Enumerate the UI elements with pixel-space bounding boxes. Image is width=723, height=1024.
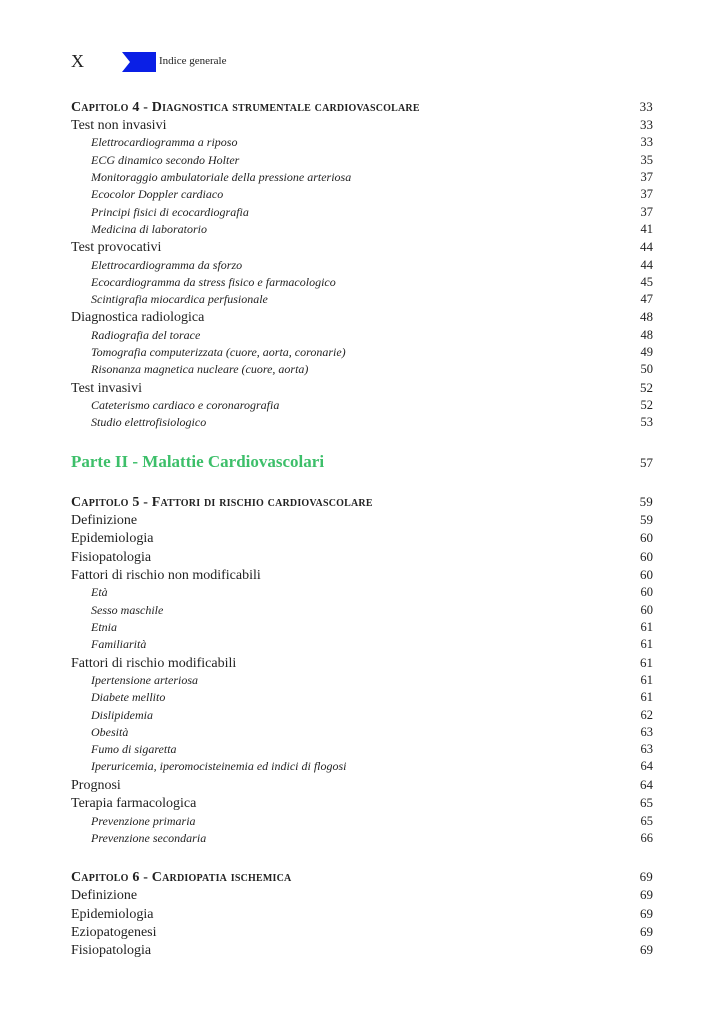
toc-section-entry[interactable] [71,794,653,812]
toc-section-entry[interactable] [71,529,653,547]
toc-entry-label: Età [91,585,108,600]
table-of-contents [71,98,653,960]
toc-entry-page: 45 [640,274,653,289]
toc-entry-label: Definizione [71,512,138,528]
toc-entry-page: 60 [640,530,653,546]
toc-entry-label: Risonanza magnetica nucleare (cuore, aorta) [91,362,309,377]
toc-sub-entry[interactable] [71,707,653,724]
toc-sub-entry[interactable] [71,361,653,378]
toc-entry-label: Fattori di rischio non modificabili [71,568,261,583]
toc-sub-entry[interactable] [71,724,653,741]
toc-sub-entry[interactable] [71,830,653,847]
toc-entry-label: Diabete mellito [91,690,166,705]
toc-entry-label: Prevenzione secondaria [91,830,207,845]
toc-section-entry[interactable] [71,379,653,397]
toc-entry-page: 69 [640,905,653,921]
toc-entry-page: 44 [640,239,653,255]
toc-part-entry[interactable] [71,452,653,473]
toc-entry-label: Etnia [91,620,117,634]
toc-entry-page: 49 [640,345,653,360]
toc-entry-label: Principi fisici di ecocardiografia [91,204,249,219]
page-number: X [71,51,84,71]
toc-entry-page: 60 [640,602,653,617]
toc-sub-entry[interactable] [71,602,653,619]
toc-entry-label: Ecocardiogramma da stress fisico e farmacologico [91,274,336,289]
toc-entry-page: 64 [640,776,653,792]
toc-sub-entry[interactable] [71,327,653,344]
toc-entry-page: 62 [640,707,653,722]
toc-entry-page: 60 [640,585,653,600]
toc-entry-page: 52 [640,379,653,395]
toc-sub-entry[interactable] [71,257,653,274]
toc-sub-entry[interactable] [71,344,653,361]
toc-sub-entry[interactable] [71,397,653,414]
toc-sub-entry[interactable] [71,186,653,203]
toc-sub-entry[interactable] [71,636,653,653]
toc-sub-entry[interactable] [71,584,653,601]
toc-entry-label: Capitolo 5 - Fattori di rischio cardiovascolare [71,494,373,510]
toc-entry-page: 33 [639,99,653,114]
toc-entry-label: Fattori di rischio modificabili [71,655,237,671]
toc-entry-page: 60 [640,548,653,564]
toc-entry-label: Tomografia computerizzata (cuore, aorta, coronarie) [91,345,346,360]
spacer [71,432,653,452]
toc-sub-entry[interactable] [71,758,653,775]
toc-entry-page: 52 [640,398,653,413]
header-title: Indice generale [159,55,227,67]
toc-chapter-entry[interactable] [71,868,653,886]
toc-entry-label: ECG dinamico secondo Holter [91,152,240,167]
toc-entry-page: 57 [640,454,653,470]
toc-entry-page: 53 [640,415,653,430]
toc-entry-label: Medicina di laboratorio [91,221,207,236]
toc-entry-label: Terapia farmacologica [71,796,197,812]
toc-sub-entry[interactable] [71,291,653,308]
toc-section-entry[interactable] [71,308,653,326]
toc-entry-page: 69 [640,942,653,958]
toc-entry-page: 63 [640,742,653,757]
toc-entry-label: Fisiopatologia [71,549,152,565]
toc-entry-page: 50 [640,362,653,377]
toc-chapter-entry[interactable] [71,493,653,511]
toc-entry-page: 63 [640,724,653,739]
toc-entry-label: Prevenzione primaria [91,813,196,828]
toc-entry-label: Test invasivi [71,380,142,396]
toc-entry-page: 44 [640,257,653,272]
toc-entry-label: Eziopatogenesi [71,925,157,940]
toc-entry-page: 48 [640,327,653,342]
toc-sub-entry[interactable] [71,741,653,758]
toc-entry-label: Familiarità [91,637,147,652]
toc-entry-label: Test provocativi [71,240,162,256]
toc-entry-page: 69 [640,887,653,903]
toc-sub-entry[interactable] [71,619,653,636]
toc-entry-label: Diagnostica radiologica [71,310,205,326]
toc-entry-page: 69 [640,924,653,939]
spacer [71,847,653,868]
toc-section-entry[interactable] [71,116,653,134]
spacer [71,473,653,493]
toc-entry-label: Ipertensione arteriosa [91,673,198,687]
toc-entry-label: Dislipidemia [91,707,153,722]
toc-entry-label: Elettrocardiogramma a riposo [91,135,238,150]
toc-section-entry[interactable] [71,905,653,923]
toc-entry-label: Definizione [71,888,138,904]
toc-entry-page: 33 [640,117,653,132]
toc-entry-label: Capitolo 6 - Cardiopatia ischemica [71,870,292,886]
toc-entry-page: 61 [640,637,653,652]
toc-entry-page: 37 [640,187,653,202]
toc-entry-label: Test non invasivi [71,118,167,133]
toc-entry-page: 61 [640,620,653,634]
toc-section-entry[interactable] [71,548,653,566]
toc-entry-label: Epidemiologia [71,531,154,547]
toc-entry-label: Ecocolor Doppler cardiaco [91,187,224,202]
toc-entry-label: Monitoraggio ambulatoriale della pressione arteriosa [91,170,352,184]
toc-entry-page: 59 [640,511,653,527]
toc-sub-entry[interactable] [71,134,653,151]
toc-section-entry[interactable] [71,776,653,794]
toc-entry-page: 48 [640,309,653,325]
toc-entry-page: 47 [640,292,653,307]
toc-sub-entry[interactable] [71,689,653,706]
toc-entry-label: Elettrocardiogramma da sforzo [91,257,243,272]
toc-section-entry[interactable] [71,654,653,672]
toc-sub-entry[interactable] [71,169,653,186]
toc-entry-page: 41 [640,221,653,236]
toc-sub-entry[interactable] [71,152,653,169]
toc-entry-label: Sesso maschile [91,602,164,617]
toc-entry-page: 37 [640,204,653,219]
toc-entry-label: Capitolo 4 - Diagnostica strumentale cardiovascolare [71,100,420,115]
toc-sub-entry[interactable] [71,204,653,221]
toc-entry-label: Studio elettrofisiologico [91,415,207,430]
toc-entry-page: 33 [640,135,653,150]
toc-section-entry[interactable] [71,886,653,904]
toc-sub-entry[interactable] [71,414,653,431]
toc-entry-page: 65 [640,795,653,811]
toc-entry-page: 35 [640,152,653,167]
toc-entry-page: 66 [640,830,653,845]
toc-sub-entry[interactable] [71,221,653,238]
toc-section-entry[interactable] [71,566,653,584]
toc-entry-page: 64 [640,759,653,774]
toc-section-entry[interactable] [71,238,653,256]
toc-entry-page: 69 [639,869,653,885]
toc-entry-label: Radiografia del torace [91,327,201,342]
toc-sub-entry[interactable] [71,672,653,689]
toc-sub-entry[interactable] [71,813,653,830]
toc-entry-label: Fumo di sigaretta [91,742,177,757]
toc-entry-page: 60 [640,567,653,582]
toc-entry-page: 61 [640,673,653,687]
toc-entry-page: 59 [639,493,653,509]
toc-chapter-entry[interactable] [71,98,653,116]
toc-entry-label: Cateterismo cardiaco e coronarografia [91,398,280,413]
toc-entry-label: Epidemiologia [71,906,154,922]
toc-entry-page: 61 [640,690,653,705]
blue-flag-icon [122,52,156,72]
toc-entry-label: Iperuricemia, iperomocisteinemia ed indici di flogosi [91,759,347,774]
toc-entry-page: 61 [640,654,653,670]
toc-entry-page: 37 [640,170,653,184]
running-header [71,52,671,76]
toc-entry-label: Scintigrafia miocardica perfusionale [91,292,268,307]
toc-entry-label: Obesità [91,724,129,739]
toc-entry-page: 65 [640,813,653,828]
toc-section-entry[interactable] [71,511,653,529]
toc-entry-label: Parte II - Malattie Cardiovascolari [71,451,325,471]
toc-entry-label: Prognosi [71,777,121,793]
toc-entry-label: Fisiopatologia [71,943,152,959]
toc-section-entry[interactable] [71,941,653,959]
toc-sub-entry[interactable] [71,274,653,291]
toc-section-entry[interactable] [71,923,653,941]
